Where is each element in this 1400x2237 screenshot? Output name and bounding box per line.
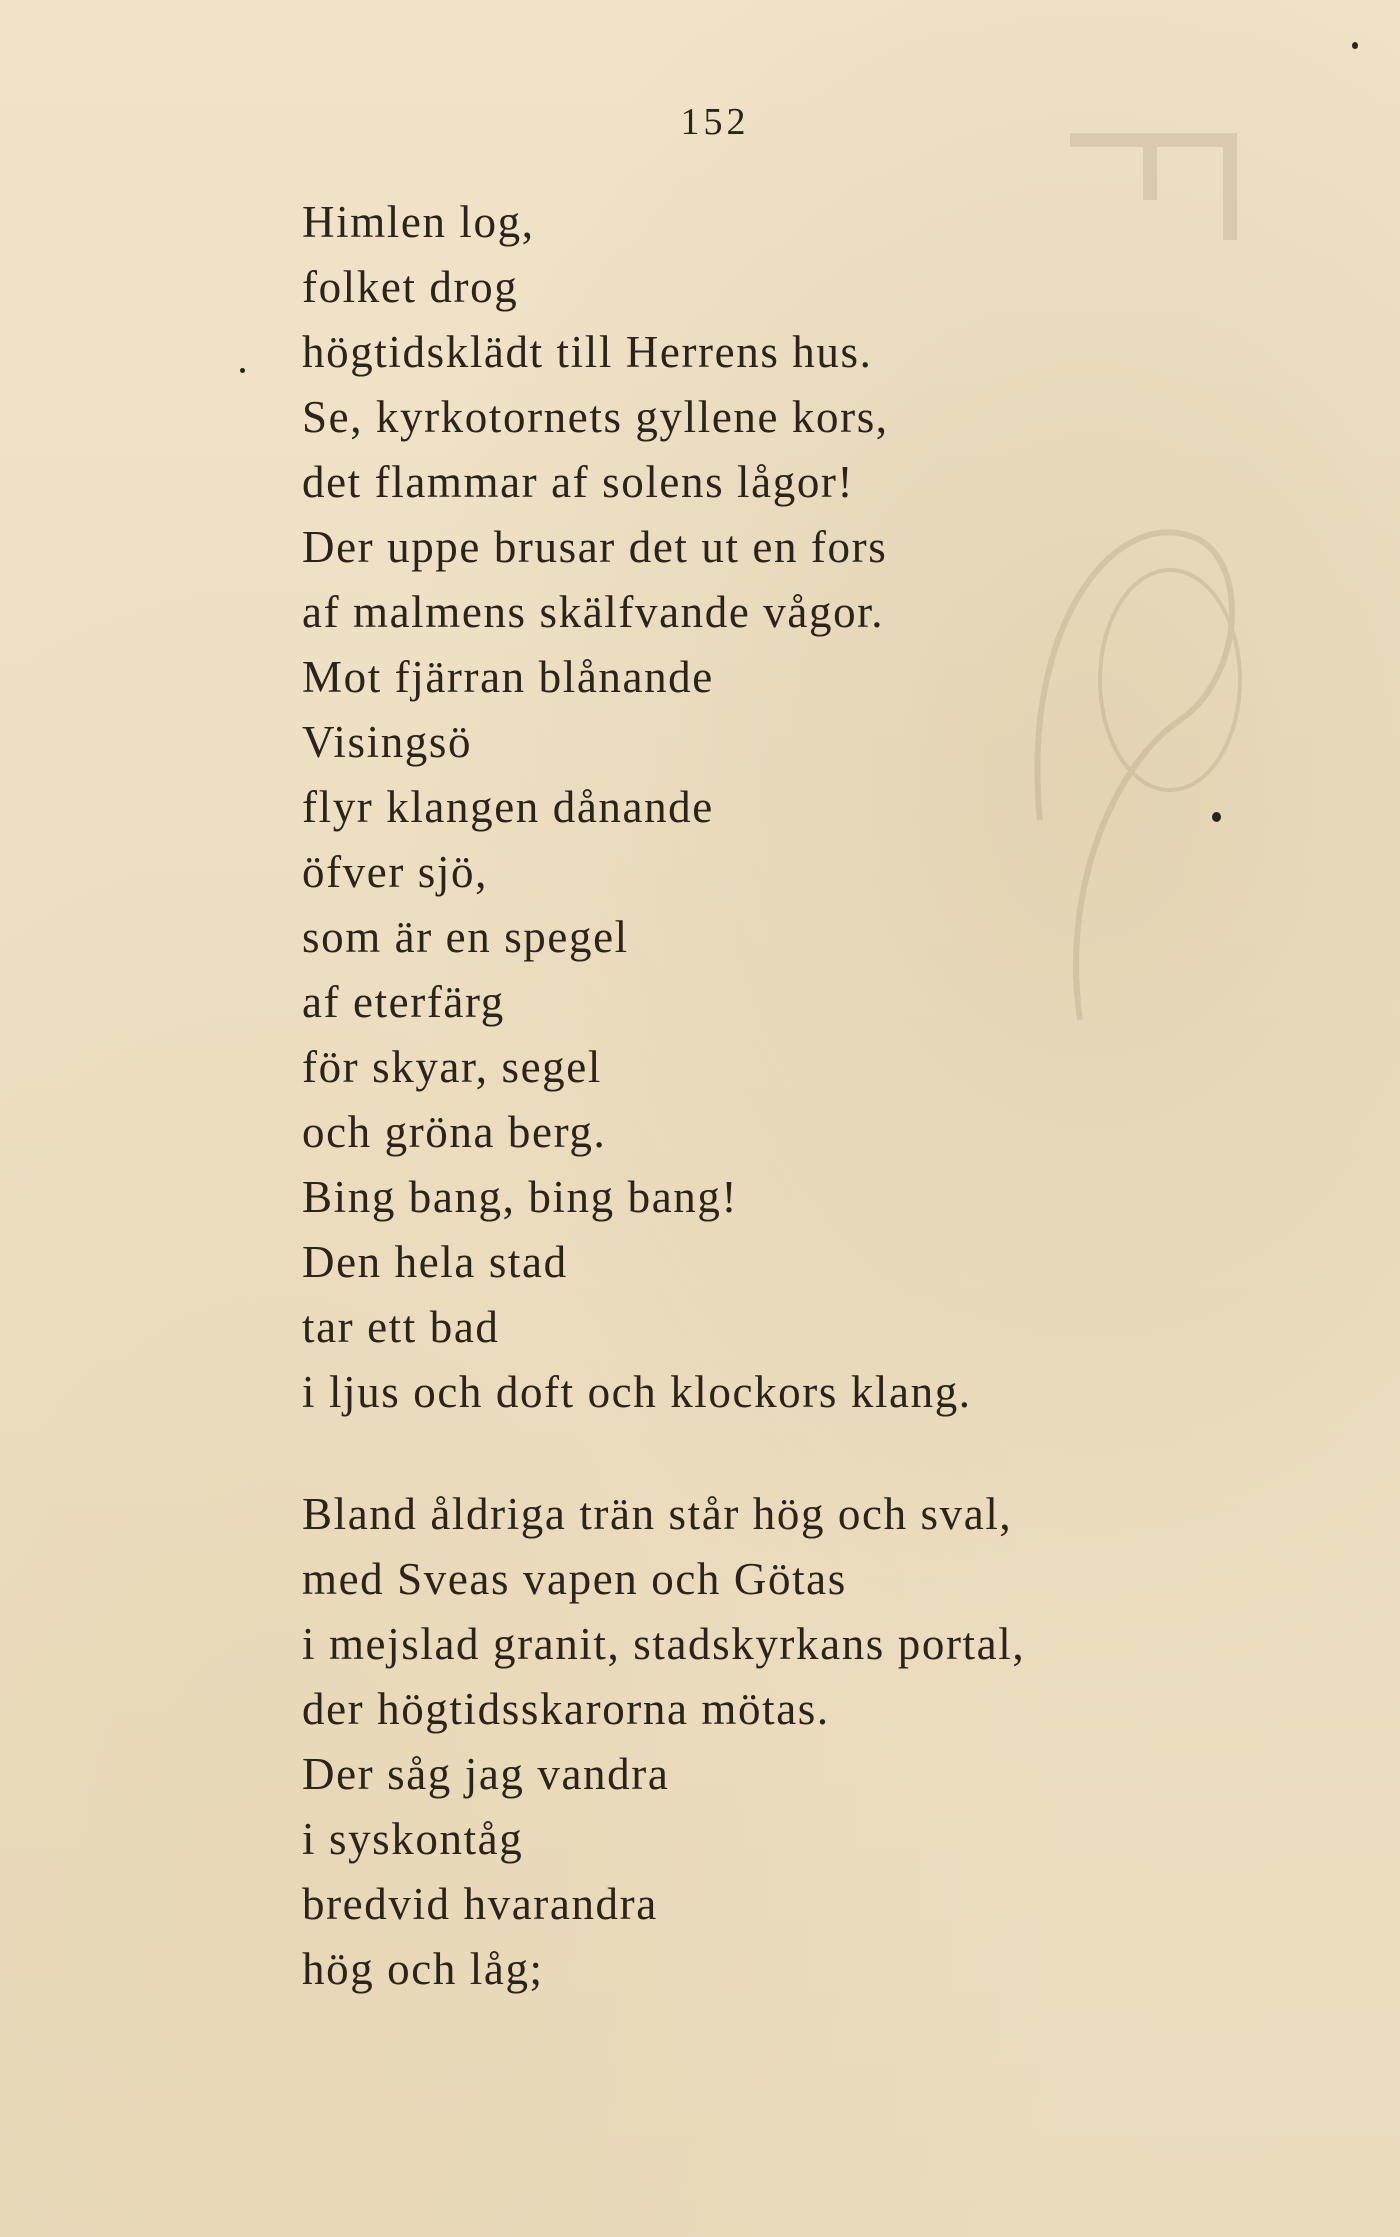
poem-line: Der såg jag vandra — [302, 1749, 670, 1799]
poem-line: Bing bang, bing bang! — [302, 1172, 739, 1222]
poem-line: det flammar af solens lågor! — [302, 457, 855, 507]
poem-line: och gröna berg. — [302, 1107, 607, 1157]
stanza-1 — [302, 190, 972, 1425]
poem-line: Mot fjärran blånande — [302, 652, 714, 702]
ink-speck — [1352, 42, 1358, 49]
show-through-illustration — [1000, 120, 1260, 1120]
poem-line: öfver sjö, — [302, 847, 488, 897]
poem-line: Bland åldriga trän står hög och sval, — [302, 1489, 1013, 1539]
poem-line: tar ett bad — [302, 1302, 500, 1352]
poem-line: flyr klangen dånande — [302, 782, 714, 832]
poem-line: af malmens skälfvande vågor. — [302, 587, 885, 637]
poem-line: af eterfärg — [302, 977, 505, 1027]
page-number: 152 — [680, 101, 750, 143]
poem-line: som är en spegel — [302, 912, 629, 962]
poem-line: med Sveas vapen och Götas — [302, 1554, 847, 1604]
poem-line: Der uppe brusar det ut en fors — [302, 522, 888, 572]
poem-line: folket drog — [302, 262, 519, 312]
poem-line: Visingsö — [302, 717, 473, 767]
poem-line: för skyar, segel — [302, 1042, 602, 1092]
poem-line: högtidsklädt till Herrens hus. — [302, 327, 873, 377]
poem-line: i mejslad granit, stadskyrkans portal, — [302, 1619, 1026, 1669]
ink-speck — [1212, 812, 1221, 822]
poem-line: Se, kyrkotornets gyllene kors, — [302, 392, 889, 442]
poem-line: i syskontåg — [302, 1814, 524, 1864]
poem-line: der högtidsskarorna mötas. — [302, 1684, 830, 1734]
poem-line: hög och låg; — [302, 1944, 544, 1994]
poem-line: Den hela stad — [302, 1237, 568, 1287]
stanza-2 — [302, 1482, 1025, 2002]
poem-line: bredvid hvarandra — [302, 1879, 658, 1929]
poem-line: Himlen log, — [302, 197, 535, 247]
ink-speck — [240, 368, 245, 373]
poem-line: i ljus och doft och klockors klang. — [302, 1367, 972, 1417]
